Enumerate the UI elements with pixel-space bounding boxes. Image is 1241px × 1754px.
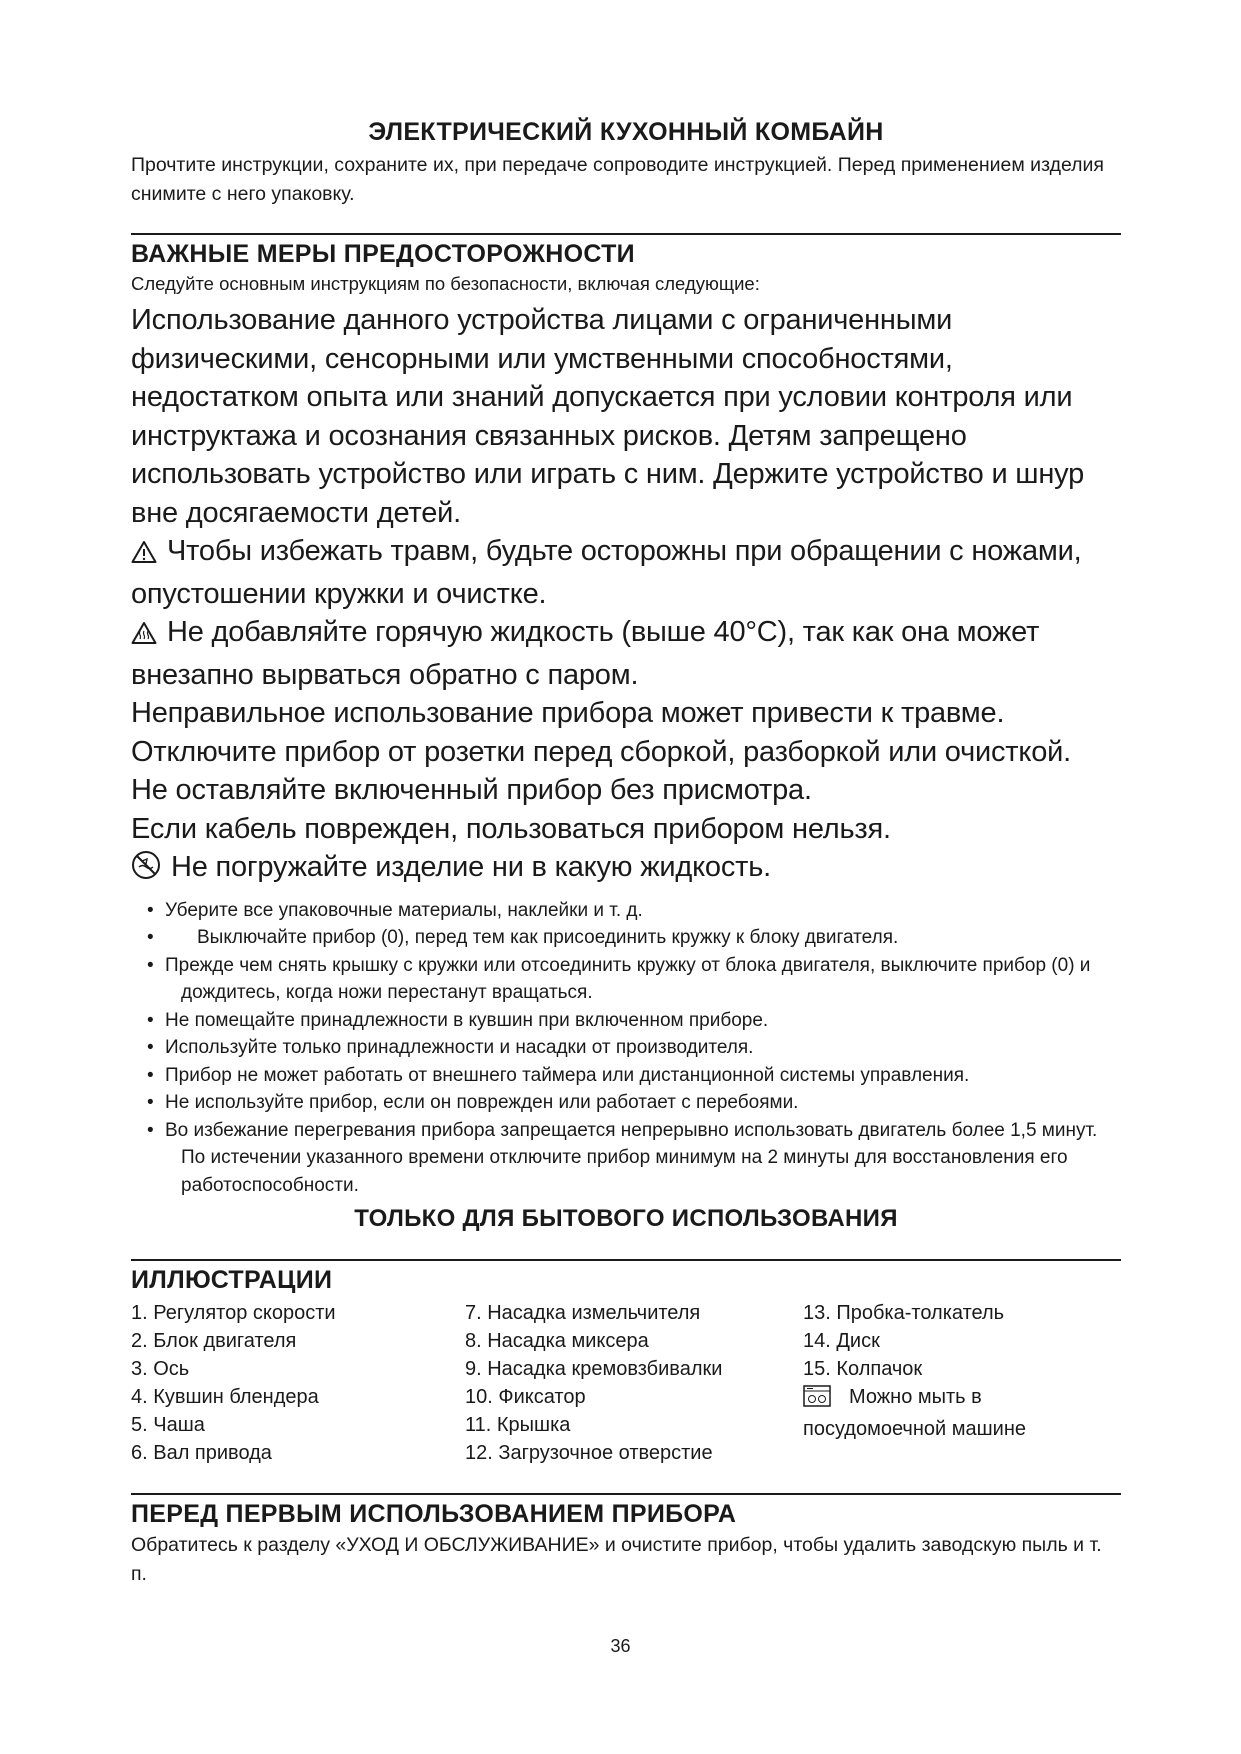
line-misuse: Неправильное использование прибора может привести к травме. [131, 697, 1005, 729]
line-unplug: Отключите прибор от розетки перед сборкой, разборкой или очисткой. [131, 735, 1071, 768]
list-item: 13. Пробка-толкатель [803, 1302, 1005, 1324]
illustrations-heading: ИЛЛЮСТРАЦИИ [131, 1259, 1121, 1297]
list-item: 4. Кувшин блендера [131, 1386, 319, 1408]
list-item: 1. Регулятор скорости [131, 1302, 336, 1324]
warning-hot-liquid [131, 613, 1121, 694]
list-item: 14. Диск [803, 1330, 880, 1352]
list-item: • Уберите все упаковочные материалы, наклейки и т. д. [147, 899, 643, 921]
list-item: 12. Загрузочное отверстие [465, 1442, 713, 1464]
list-item: 7. Насадка измельчителя [465, 1302, 701, 1324]
warning-hot-text: Не добавляйте горячую жидкость (выше 40°C), так как она может внезапно вырваться обратно с паром. [131, 616, 1040, 691]
dishwasher-note-line2: посудомоечной машине [803, 1418, 1026, 1440]
first-use-heading: ПЕРЕД ПЕРВЫМ ИСПОЛЬЗОВАНИЕМ ПРИБОРА [131, 1493, 1121, 1531]
list-item: 9. Насадка кремовзбивалки [465, 1358, 723, 1380]
illustrations-column-2 [465, 1299, 803, 1467]
intro-text: Прочтите инструкции, сохраните их, при передаче сопроводите инструкцией. Перед применением изделия снимите с него упаковку. [131, 154, 1104, 205]
list-item: 3. Ось [131, 1358, 190, 1380]
list-item: 11. Крышка [465, 1414, 571, 1436]
list-item: 8. Насадка миксера [465, 1330, 649, 1352]
list-item: • Используйте только принадлежности и насадки от производителя. [147, 1037, 754, 1058]
warning-knives [131, 532, 1121, 613]
page-title: ЭЛЕКТРИЧЕСКИЙ КУХОННЫЙ КОМБАЙН [368, 118, 884, 146]
warning-knives-text: Чтобы избежать травм, будьте осторожны при обращении с ножами, опустошении кружки и очистке. [131, 535, 1082, 610]
dishwasher-icon [803, 1385, 831, 1415]
line-cable: Если кабель поврежден, пользоваться прибором нельзя. [131, 812, 891, 845]
list-item: • Выключайте прибор (0), перед тем как присоединить кружку к блоку двигателя. [147, 927, 899, 948]
dishwasher-note: Можно мыть в [803, 1383, 1121, 1415]
list-item: 5. Чаша [131, 1414, 205, 1436]
safety-main-paragraph: Использование данного устройства лицами с ограниченными физическими, сенсорными или умственными способностями, недостатком опыта или знаний допускается при условии контроля или инструктажа и осознания связанных рисков. Детям запрещено использовать устройство или играть с ним. Держите устройство и шнур вне досягаемости детей. [131, 304, 1085, 529]
illustrations-column-1 [131, 1299, 465, 1467]
list-item: • Не используйте прибор, если он поврежден или работает с перебоями. [147, 1092, 799, 1113]
list-item: 10. Фиксатор [465, 1386, 586, 1408]
no-immerse [131, 848, 1121, 891]
hot-surface-warning-icon [131, 617, 157, 656]
warning-triangle-icon [131, 536, 157, 575]
list-item: • Во избежание перегревания прибора запрещается непрерывно использовать двигатель более 1,5 минут. По истечении указанного времени отключите прибор минимум на 2 минуты для восстановления его работоспособности. [147, 1119, 1098, 1196]
illustrations-list [131, 1299, 1121, 1467]
safety-bullet-list [131, 897, 1121, 1200]
line-unattended: Не оставляйте включенный прибор без присмотра. [131, 774, 812, 806]
safety-heading: ВАЖНЫЕ МЕРЫ ПРЕДОСТОРОЖНОСТИ [131, 233, 1121, 271]
no-immerse-icon [131, 850, 161, 891]
illustrations-column-3 [803, 1299, 1121, 1467]
safety-subtitle: Следуйте основным инструкциям по безопасности, включая следующие: [131, 273, 760, 294]
list-item: • Прибор не может работать от внешнего таймера или дистанционной системы управления. [147, 1064, 970, 1086]
first-use-text: Обратитесь к разделу «УХОД И ОБСЛУЖИВАНИЕ» и очистите прибор, чтобы удалить заводскую пыль и т. п. [131, 1534, 1102, 1585]
household-only-heading: ТОЛЬКО ДЛЯ БЫТОВОГО ИСПОЛЬЗОВАНИЯ [354, 1205, 898, 1232]
no-immerse-text: Не погружайте изделие ни в какую жидкость. [171, 851, 772, 883]
list-item: 2. Блок двигателя [131, 1330, 297, 1352]
list-item: • Не помещайте принадлежности в кувшин при включенном приборе. [147, 1009, 769, 1031]
page-content [131, 118, 1121, 1589]
page-number: 36 [610, 1636, 631, 1656]
list-item: • Прежде чем снять крышку с кружки или отсоединить кружку от блока двигателя, выключите прибор (0) и дождитесь, когда ножи перестанут вращаться. [147, 954, 1091, 1003]
list-item: 6. Вал привода [131, 1442, 272, 1464]
list-item: 15. Колпачок [803, 1358, 923, 1380]
